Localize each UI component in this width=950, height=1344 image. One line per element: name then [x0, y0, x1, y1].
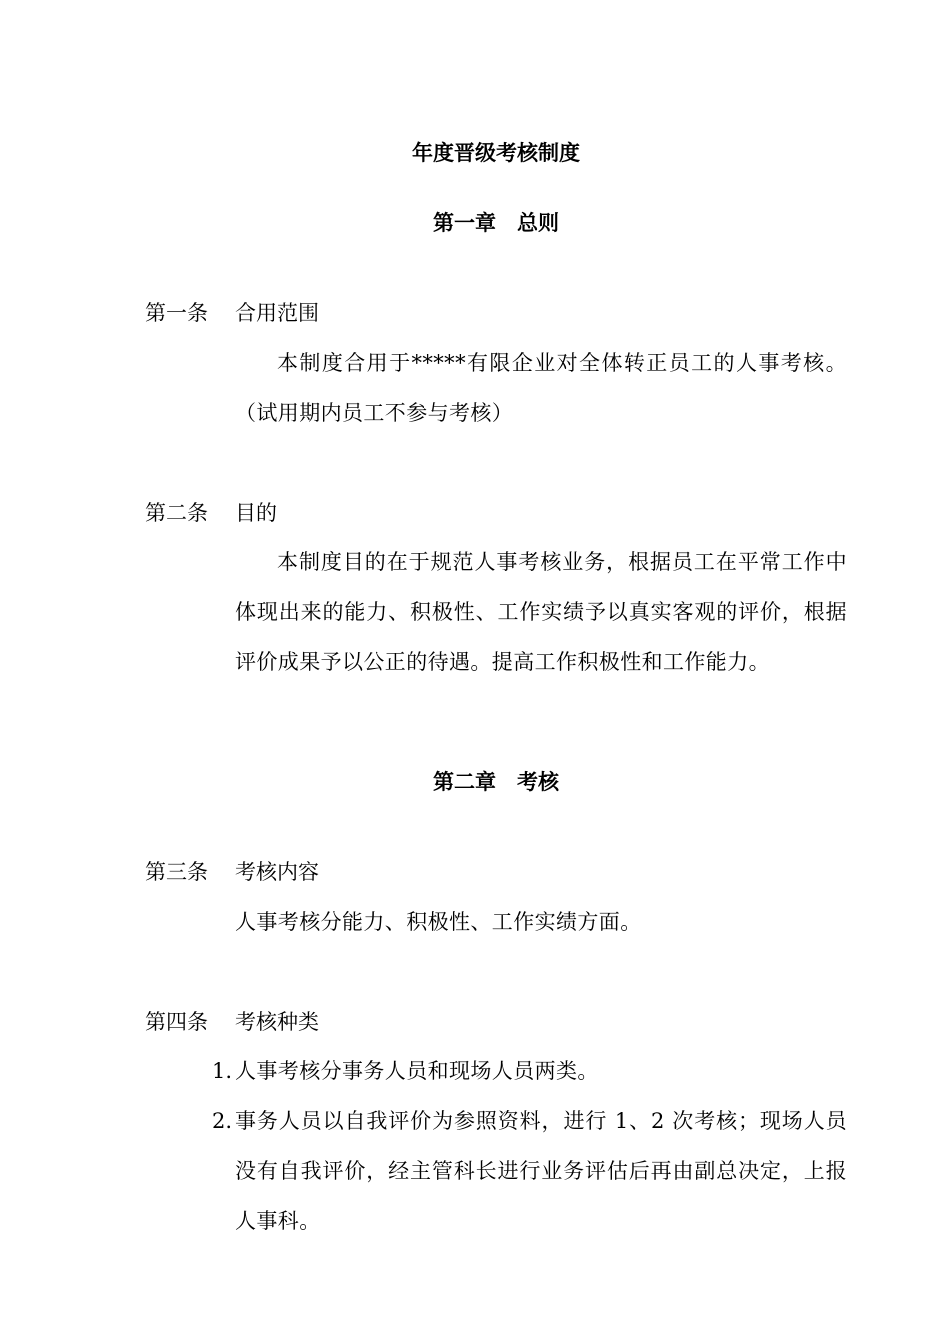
- list-item-text: 事务人员以自我评价为参照资料，进行 1、2 次考核；现场人员没有自我评价，经主管科长进行业务评估后再由副总决定，上报人事科。: [235, 1109, 847, 1233]
- article-title: 合用范围: [235, 301, 319, 325]
- article-title: 考核种类: [235, 1010, 319, 1034]
- article-number: 第一条: [145, 301, 208, 325]
- article-title: 目的: [235, 501, 277, 525]
- article-heading-1: [145, 298, 319, 328]
- article-heading-4: [145, 1007, 319, 1037]
- list-item: [212, 1046, 852, 1096]
- article-heading-3: [145, 857, 319, 887]
- article-body-3: 人事考核分能力、积极性、工作实绩方面。: [235, 910, 642, 934]
- article-number: 第四条: [145, 1010, 208, 1034]
- list-marker: 2.: [212, 1109, 233, 1133]
- article-number: 第二条: [145, 501, 208, 525]
- document-title: 年度晋级考核制度: [412, 141, 580, 165]
- article-number: 第三条: [145, 860, 208, 884]
- article-heading-2: [145, 498, 277, 528]
- list-marker: 1.: [212, 1059, 233, 1083]
- list-item-text: 人事考核分事务人员和现场人员两类。: [235, 1059, 599, 1083]
- chapter-heading-2: 第二章 考核: [433, 770, 559, 794]
- article-body-2: 本制度目的在于规范人事考核业务，根据员工在平常工作中体现出来的能力、积极性、工作实绩予以真实客观的评价，根据评价成果予以公正的待遇。提高工作积极性和工作能力。: [235, 550, 847, 674]
- article-body-1: 本制度合用于*****有限企业对全体转正员工的人事考核。（试用期内员工不参与考核）: [235, 351, 847, 425]
- chapter-heading-1: 第一章 总则: [433, 211, 559, 235]
- article-title: 考核内容: [235, 860, 319, 884]
- list-item: [212, 1096, 852, 1246]
